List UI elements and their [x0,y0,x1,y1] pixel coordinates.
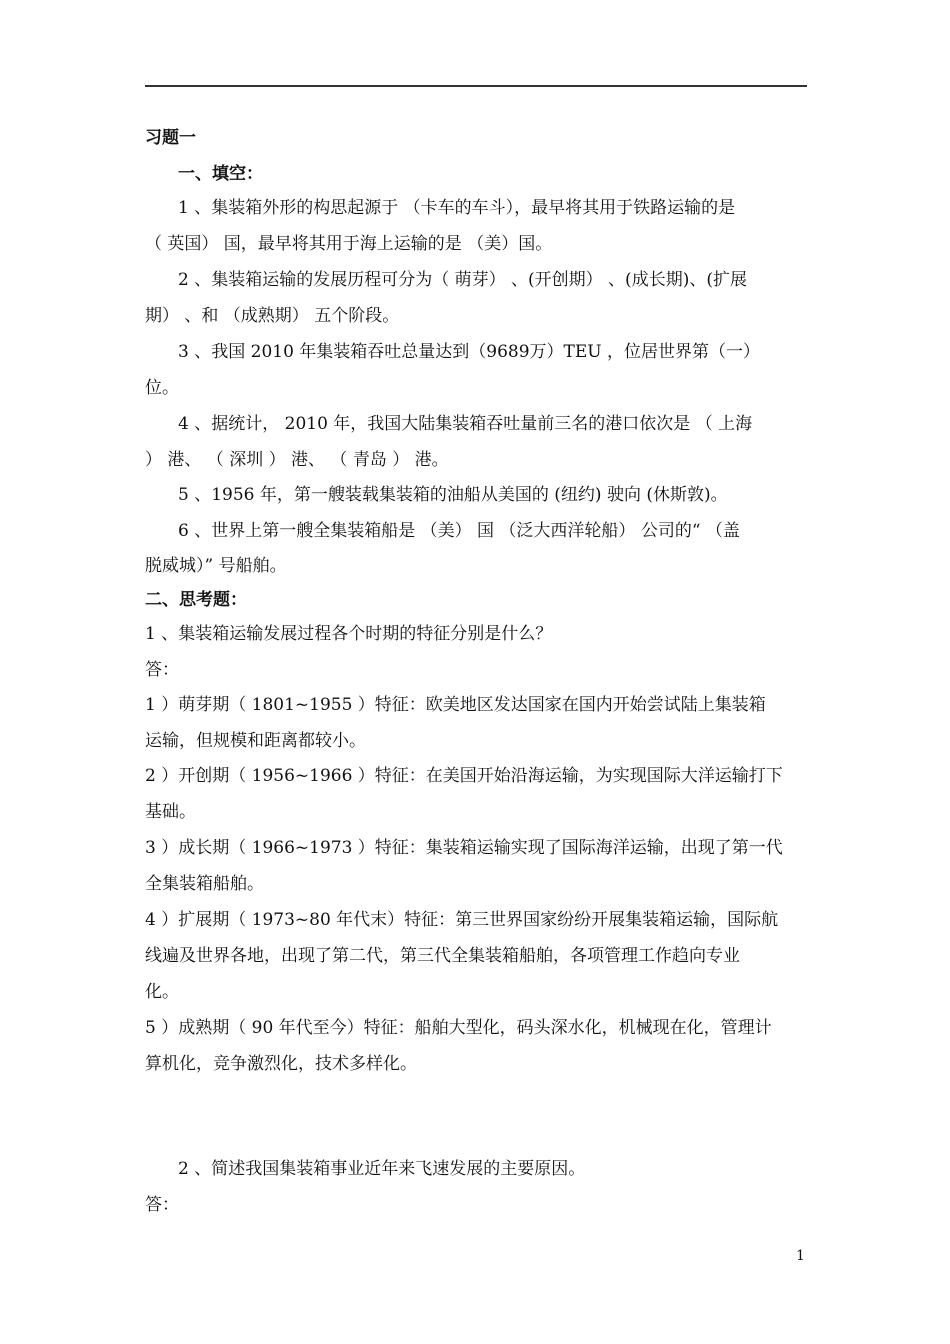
q2-line1: 2 、集装箱运输的发展历程可分为（ 萌芽） 、(开创期） 、(成长期)、(扩展 [178,270,747,290]
q1-line2: （ 英国） 国，最早将其用于海上运输的是 （美）国。 [145,234,553,254]
answer-3-line1: 3 ）成长期（ 1966~1973 ）特征：集装箱运输实现了国际海洋运输，出现了第一代 [145,838,783,858]
answer-5-line2: 算机化，竞争激烈化，技术多样化。 [145,1054,417,1074]
answer-4-line2: 线遍及世界各地，出现了第二代，第三代全集装箱船舶，各项管理工作趋向专业 [145,946,740,966]
answer-1-line1: 1 ）萌芽期（ 1801~1955 ）特征：欧美地区发达国家在国内开始尝试陆上集装箱 [145,695,766,715]
answer-4-line3: 化。 [145,982,179,1002]
answer-2-line1: 2 ）开创期（ 1956~1966 ）特征：在美国开始沿海运输，为实现国际大洋运输打下 [145,766,783,786]
q3-line1: 3 、我国 2010 年集装箱吞吐总量达到（9689万）TEU ，位居世界第（一） [178,342,761,362]
answer-2-line2: 基础。 [145,802,196,822]
answer-1-line2: 运输，但规模和距离都较小。 [145,731,366,751]
s2-q1-answer-label: 答： [145,660,179,680]
q4-line1: 4 、据统计， 2010 年，我国大陆集装箱吞吐量前三名的港口依次是 （ 上海 [178,414,753,434]
q5-line1: 5 、1956 年，第一艘装载集装箱的油船从美国的 (纽约) 驶向 (休斯敦)。 [178,485,728,505]
q6-line2: 脱威城）” 号船舶。 [145,556,287,576]
answer-4-line1: 4 ）扩展期（ 1973~80 年代末）特征：第三世界国家纷纷开展集装箱运输，国际航 [145,910,779,930]
page-number: 1 [796,1248,805,1264]
q2-line2: 期） 、和 （成熟期） 五个阶段。 [145,306,400,326]
exercise-title: 习题一 [145,128,196,148]
q3-line2: 位。 [145,378,179,398]
answer-3-line2: 全集装箱船舶。 [145,874,264,894]
q4-line2: ） 港、 （ 深圳 ） 港、 （ 青岛 ） 港。 [145,450,449,470]
s2-q2-question: 2 、简述我国集装箱事业近年来飞速发展的主要原因。 [178,1159,586,1179]
section1-heading: 一、填空： [178,164,263,184]
q6-line1: 6 、世界上第一艘全集装箱船是 （美） 国 （泛大西洋轮船） 公司的“ （盖 [178,521,740,541]
s2-q1-question: 1 、集装箱运输发展过程各个时期的特征分别是什么？ [145,624,553,644]
section2-heading: 二、思考题： [145,590,247,610]
answer-5-line1: 5 ）成熟期（ 90 年代至今）特征：船舶大型化，码头深水化，机械现在化，管理计 [145,1018,772,1038]
header-rule [145,85,807,87]
q1-line1: 1 、集装箱外形的构思起源于 （卡车的车斗），最早将其用于铁路运输的是 [178,198,736,218]
s2-q2-answer-label: 答： [145,1195,179,1215]
